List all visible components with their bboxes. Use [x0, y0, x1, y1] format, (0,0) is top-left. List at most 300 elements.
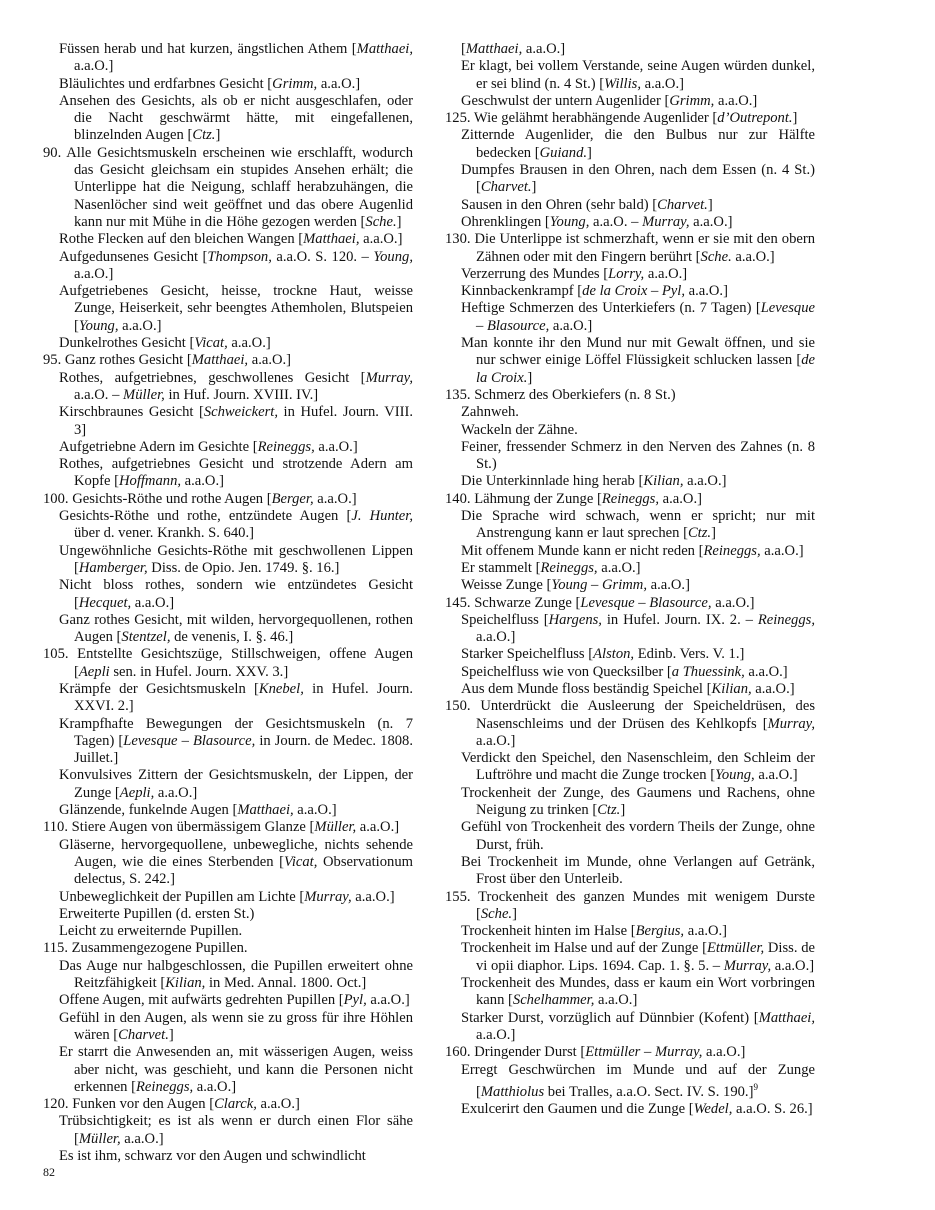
citation-author: de la Croix. [476, 352, 815, 386]
numbered-entry [43, 819, 413, 836]
symptom-entry [445, 854, 815, 889]
entry-text: Heftige Schmerzen des Unterkiefers (n. 7 Tagen) [ [461, 300, 761, 317]
entry-text: a.a.O.] [181, 473, 224, 490]
symptom-entry [445, 1101, 815, 1118]
citation-author: Hoffmann, [118, 473, 182, 490]
entry-text: a.a.O. S. 120. – [271, 248, 374, 265]
symptom-entry [445, 422, 815, 439]
entry-text: 155. Trockenheit des ganzen Mundes mit wenigem Durste [ [445, 888, 815, 922]
entry-text: ] [620, 802, 626, 819]
entry-text: Konvulsives Zittern der Gesichtsmuskeln, der Lippen, der Zunge [ [59, 767, 413, 801]
citation-author: Hamberger, [78, 559, 148, 576]
entry-text: 90. Alle Gesichtsmuskeln erscheinen wie erschlafft, wodurch das Gesicht gleichsam ein stupides Ansehen erhält; die Unterlippe hat die Neigung, schlaff herabzuhängen, die Nasenlöcher sind weit geöffnet und das obere Augenlid kann nur mit Mühe in die Höhe gezogen werden [ [43, 144, 413, 230]
entry-text: de venenis, I. §. 46.] [170, 629, 294, 646]
entry-text: a.a.O.] [313, 490, 357, 507]
symptom-entry [43, 439, 413, 456]
entry-text: bei Tralles, a.a.O. Sect. IV. S. 190.] [544, 1083, 754, 1100]
symptom-entry [445, 1010, 815, 1045]
citation-author: Murray, [365, 369, 413, 386]
citation-author: Young, [715, 767, 755, 784]
citation-author: de la Croix – Pyl, [582, 283, 685, 300]
citation-author: Young, [373, 248, 413, 265]
entry-text: a.a.O.] [641, 75, 684, 92]
entry-text: a.a.O.] [683, 473, 727, 490]
symptom-entry [445, 473, 815, 490]
entry-text: a.a.O.] [744, 663, 788, 680]
citation-author: J. Hunter, [351, 508, 413, 525]
citation-author: Kilian, [165, 975, 206, 992]
citation-author: Sche. [365, 213, 397, 230]
entry-text: Unbeweglichkeit der Pupillen am Lichte [ [59, 888, 305, 905]
entry-text: Starker Speichelfluss [ [461, 646, 594, 663]
symptom-entry [445, 508, 815, 543]
entry-text: a.a.O.] [549, 317, 593, 334]
entry-text: a.a.O.] [359, 231, 403, 248]
citation-author: Hargens, [548, 611, 602, 628]
symptom-entry [43, 1148, 413, 1165]
citation-author: Murray, [767, 715, 815, 732]
symptom-entry [43, 906, 413, 923]
citation-author: Matthaei, [303, 231, 360, 248]
entry-text: a.a.O.] [522, 41, 566, 57]
symptom-entry [445, 785, 815, 820]
symptom-entry [43, 76, 413, 93]
numbered-entry [43, 145, 413, 231]
numbered-entry [445, 110, 815, 127]
entry-text: 135. Schmerz des Oberkiefers (n. 8 St.) [445, 386, 676, 403]
entry-text: a.a.O. S. 26.] [732, 1100, 813, 1117]
entry-text: Trockenheit der Zunge, des Gaumens und Rachens, ohne Neigung zu trinken [ [461, 784, 815, 819]
citation-author: Ctz. [687, 525, 712, 542]
citation-author: Reineggs, [257, 438, 315, 455]
citation-author: Grimm, [272, 75, 318, 92]
citation-author: Wedel, [693, 1100, 733, 1117]
symptom-entry [43, 716, 413, 768]
citation-author: Pyl, [343, 992, 367, 1009]
citation-author: Levesque – Blasource, [123, 732, 256, 749]
citation-author: Matthaei, [237, 802, 294, 819]
symptom-entry [43, 283, 413, 335]
entry-text: Er klagt, bei vollem Verstande, seine Augen würden dunkel, er sei blind (n. 4 St.) [ [461, 58, 815, 92]
entry-text: in Med. Annal. 1800. Oct.] [205, 975, 367, 992]
symptom-entry [445, 664, 815, 681]
entry-text: 140. Lähmung der Zunge [ [445, 490, 602, 507]
symptom-entry [445, 543, 815, 560]
entry-text: a.a.O.] [594, 992, 638, 1009]
entry-text: Krampfhafte Bewegungen der Gesichtsmuskeln (n. 7 Tagen) [ [59, 715, 413, 749]
entry-text: 150. Unterdrückt die Ausleerung der Speicheldrüsen, des Nasenschleims und der Drüsen des Kehlkopfs [ [445, 698, 815, 732]
entry-text: Trockenheit hinten im Halse [ [461, 923, 636, 940]
entry-text: Verzerrung des Mundes [ [461, 265, 609, 282]
entry-text: Observationum delectus, S. 242.] [74, 853, 413, 888]
citation-author: Matthaei, [758, 1009, 815, 1026]
entry-text: Kinnbackenkrampf [ [461, 283, 583, 300]
numbered-entry [43, 646, 413, 681]
entry-text: Bei Trockenheit im Munde, ohne Verlangen auf Getränk, Frost über den Unterleib. [461, 853, 815, 888]
numbered-entry [445, 889, 815, 924]
entry-text: in Hufel. Journ. IX. 2. – [601, 611, 758, 628]
symptom-entry [445, 577, 815, 594]
symptom-entry [43, 612, 413, 647]
citation-author: Ctz. [192, 127, 216, 144]
symptom-entry [43, 577, 413, 612]
entry-text: a.a.O.] [248, 352, 292, 369]
entry-text: a.a.O.] [293, 802, 337, 819]
numbered-entry [445, 491, 815, 508]
entry-text: Wackeln der Zähne. [461, 421, 578, 438]
entry-text: a.a.O.] [476, 732, 516, 749]
citation-author: Müller, [314, 819, 357, 836]
entry-text: [ [461, 41, 466, 57]
entry-text: a.a.O. – [589, 213, 643, 230]
entry-text: a.a.O.] [771, 957, 815, 974]
entry-text: ] [168, 1026, 174, 1043]
entry-text: a.a.O.] [644, 265, 688, 282]
entry-text: Trockenheit des Mundes, dass er kaum ein Wort vorbringen kann [ [461, 975, 815, 1009]
entry-text: a.a.O.] [356, 819, 400, 836]
entry-text: in Hufel. Journ. VIII. 3] [74, 404, 414, 438]
entry-text: ] [512, 905, 517, 922]
entry-text: a.a.O.] [684, 923, 728, 940]
symptom-entry [43, 958, 413, 993]
citation-author: Müller, [123, 386, 165, 403]
symptom-entry [43, 335, 413, 352]
citation-author: Kilian, [643, 473, 684, 490]
citation-author: Levesque – Blasource, [476, 300, 815, 334]
numbered-entry [445, 1044, 815, 1061]
citation-author: Knebel, [258, 680, 304, 697]
entry-text: a.a.O.] [154, 784, 198, 801]
symptom-entry [43, 404, 413, 439]
citation-author: Levesque – Blasource, [580, 594, 712, 611]
entry-text: a.a.O.] [74, 265, 114, 282]
entry-text: a.a.O.] [193, 1078, 237, 1095]
entry-text: a.a.O.] [366, 992, 410, 1009]
citation-author: Vicat, [194, 335, 228, 352]
citation-author: Young – Grimm, [551, 577, 647, 594]
numbered-entry [43, 1096, 413, 1113]
entry-text: Gläserne, hervorgequollene, unbewegliche, nichts sehende Augen, wie die eines Sterbenden [ [59, 836, 413, 870]
citation-author: d’Outrepont. [717, 110, 793, 127]
entry-text: 105. Entstellte Gesichtszüge, Stillschweigen, offene Augen [ [43, 646, 413, 680]
entry-text: Speichelfluss wie von Quecksilber [ [461, 663, 672, 680]
symptom-entry [43, 992, 413, 1009]
entry-text: Speichelfluss [ [461, 611, 549, 628]
citation-author: Hecquet, [78, 594, 132, 611]
citation-author: Young, [78, 317, 119, 334]
citation-author: Charvet. [480, 179, 532, 196]
symptom-entry [445, 560, 815, 577]
symptom-entry [445, 612, 815, 647]
entry-text: Ohrenklingen [ [461, 213, 550, 230]
entry-text: Glänzende, funkelnde Augen [ [59, 802, 238, 819]
symptom-entry [445, 975, 815, 1010]
symptom-entry [43, 249, 413, 284]
numbered-entry [445, 595, 815, 612]
symptom-entry [43, 93, 413, 145]
symptom-entry [445, 1062, 815, 1101]
citation-author: Sche. [700, 248, 732, 265]
citation-author: Matthaei, [356, 41, 413, 57]
citation-author: Young, [549, 213, 590, 230]
entry-text: a.a.O.] [120, 1130, 164, 1147]
entry-text: a.a.O.] [659, 490, 702, 507]
entry-text: a.a.O.] [711, 594, 755, 611]
citation-author: Alston, [593, 646, 635, 663]
entry-text: Die Sprache wird schwach, wenn er spricht; nur mit Anstrengung kann er laut sprechen [ [461, 508, 815, 542]
symptom-entry [43, 370, 413, 405]
entry-text: ] [215, 127, 221, 144]
symptom-entry [43, 1044, 413, 1096]
citation-author: Ctz. [597, 802, 621, 819]
entry-text: a.a.O.] [227, 335, 271, 352]
entry-text: a.a.O.] [702, 1044, 746, 1061]
entry-text: a.a.O. – [74, 386, 124, 403]
citation-author: Thompson, [207, 248, 272, 265]
symptom-entry [445, 404, 815, 421]
footnote-mark: 9 [753, 1081, 758, 1092]
citation-author: Murray, [304, 888, 352, 905]
entry-text: a.a.O.] [256, 1096, 300, 1113]
citation-author: Murray, [723, 957, 772, 974]
entry-text: Starker Durst, vorzüglich auf Dünnbier (Kofent) [ [461, 1009, 759, 1026]
entry-text: ] [396, 213, 402, 230]
entry-text: Er starrt die Anwesenden an, mit wässerigen Augen, weiss aber nicht, was geschieht, und kann die Personen nicht erkennen [ [59, 1044, 413, 1095]
entry-text: Ungewöhnliche Gesichts-Röthe mit geschwollenen Lippen [ [59, 542, 413, 576]
symptom-entry [445, 197, 815, 214]
entry-text: a.a.O.] [476, 1026, 516, 1043]
entry-text: Trübsichtigkeit; es ist als wenn er durch einen Flor sähe [ [59, 1113, 413, 1147]
citation-author: Reineggs, [757, 611, 815, 628]
entry-text: ] [531, 179, 537, 196]
numbered-entry [445, 387, 815, 404]
entry-text: Die Unterkinnlade hing herab [ [461, 473, 644, 490]
entry-text: Erregt Geschwürchen im Munde und auf der Zunge [ [461, 1061, 815, 1100]
entry-text: Leicht zu erweiternde Pupillen. [59, 923, 243, 940]
entry-text: Rothe Flecken auf den bleichen Wangen [ [59, 231, 304, 248]
entry-text: ] [587, 144, 592, 161]
symptom-entry [445, 681, 815, 698]
symptom-entry [445, 58, 815, 93]
symptom-entry [445, 93, 815, 110]
symptom-entry [445, 127, 815, 162]
citation-author: Matthaei, [465, 41, 523, 57]
citation-author: Clarck, [214, 1096, 257, 1113]
entry-text: a.a.O.] [351, 888, 395, 905]
citation-author: Charvet. [118, 1026, 169, 1043]
symptom-entry [445, 646, 815, 663]
entry-text: a.a.O.] [597, 559, 641, 576]
entry-text: Gesichts-Röthe und rothe, entzündete Augen [ [59, 508, 352, 525]
entry-text: in Huf. Journ. XVIII. IV.] [164, 386, 319, 403]
entry-text: 95. Ganz rothes Gesicht [ [43, 352, 192, 369]
entry-text: in Hufel. Journ. XXVI. 2.] [74, 680, 413, 715]
entry-text: 110. Stiere Augen von übermässigem Glanze [ [43, 819, 315, 836]
citation-author: Matthaei, [191, 352, 249, 369]
entry-text: Nicht bloss rothes, sondern wie entzündetes Gesicht [ [59, 577, 413, 611]
citation-author: Vicat, [284, 853, 318, 870]
entry-text: Aus dem Munde floss beständig Speichel [ [461, 680, 712, 697]
entry-text: a.a.O.] [476, 629, 516, 646]
citation-author: Charvet. [657, 196, 708, 213]
entry-text: Bläulichtes und erdfarbnes Gesicht [ [59, 75, 273, 92]
entry-text: Kirschbraunes Gesicht [ [59, 404, 204, 421]
entry-text: Edinb. Vers. V. 1.] [634, 646, 745, 663]
symptom-entry [43, 889, 413, 906]
symptom-entry [445, 41, 815, 58]
entry-text: a.a.O.] [317, 75, 361, 92]
citation-author: Schelhammer, [512, 992, 595, 1009]
entry-text: Ganz rothes Gesicht, mit wilden, hervorgequollenen, rothen Augen [ [59, 611, 413, 646]
entry-text: Man konnte ihr den Mund nur mit Gewalt öffnen, und sie nur schwer einige Löffel Flüssigkeit schlucken lassen [ [461, 335, 815, 369]
entry-text: Das Auge nur halbgeschlossen, die Pupillen erweitert ohne Reitzfähigkeit [ [59, 957, 413, 992]
symptom-entry [445, 266, 815, 283]
entry-text: Rothes, aufgetriebnes Gesicht und strotzende Adern am Kopfe [ [59, 456, 413, 490]
entry-text: Füssen herab und hat kurzen, ängstlichen Athem [ [59, 41, 357, 57]
entry-text: 100. Gesichts-Röthe und rothe Augen [ [43, 490, 272, 507]
entry-text: Diss. de Opio. Jen. 1749. §. 16.] [147, 559, 340, 576]
symptom-entry [43, 456, 413, 491]
entry-text: Weisse Zunge [ [461, 577, 552, 594]
entry-text: a.a.O.] [118, 317, 162, 334]
numbered-entry [445, 231, 815, 266]
citation-author: Aepli [78, 663, 110, 680]
symptom-entry [43, 1113, 413, 1148]
entry-text: ] [527, 369, 533, 386]
symptom-entry [445, 750, 815, 785]
entry-text: Krämpfe der Gesichtsmuskeln [ [59, 680, 259, 697]
entry-text: a.a.O.] [689, 213, 733, 230]
symptom-entry [43, 767, 413, 802]
entry-text: 120. Funken vor den Augen [ [43, 1096, 215, 1113]
citation-author: Berger, [271, 490, 314, 507]
entry-text: 115. Zusammengezogene Pupillen. [43, 940, 248, 957]
citation-author: Kilian, [711, 680, 752, 697]
citation-author: Reineggs, [136, 1078, 194, 1095]
citation-author: Grimm, [669, 92, 715, 109]
entry-text: Offene Augen, mit aufwärts gedrehten Pupillen [ [59, 992, 344, 1009]
entry-text: Aufgetriebenes Gesicht, heisse, trockne Haut, weisse Zunge, Heiserkeit, sehr beengtes Athemholen, Blutspeien [ [59, 283, 413, 334]
symptom-entry [43, 41, 413, 76]
entry-text: Exulcerirt den Gaumen und die Zunge [ [461, 1100, 694, 1117]
symptom-entry [445, 940, 815, 975]
entry-text: Mit offenem Munde kann er nicht reden [ [461, 542, 704, 559]
citation-author: Aepli, [119, 784, 155, 801]
citation-author: Reineggs, [540, 559, 598, 576]
citation-author: Reineggs, [703, 542, 761, 559]
symptom-entry [445, 214, 815, 231]
entry-text: 125. Wie gelähmt herabhängende Augenlider [ [445, 110, 718, 127]
entry-text: Sausen in den Ohren (sehr bald) [ [461, 196, 658, 213]
citation-author: Reineggs, [601, 490, 659, 507]
entry-text: a.a.O.] [684, 283, 728, 300]
citation-author: Murray, [642, 213, 690, 230]
entry-text: Geschwulst der untern Augenlider [ [461, 92, 670, 109]
entry-text: Feiner, fressender Schmerz in den Nerven des Zahnes (n. 8 St.) [461, 438, 815, 473]
symptom-entry [43, 802, 413, 819]
entry-text: a.a.O.] [714, 92, 758, 109]
left-column [43, 41, 413, 1165]
numbered-entry [43, 940, 413, 957]
entry-text: 130. Die Unterlippe ist schmerzhaft, wenn er sie mit den obern Zähnen oder mit den Fingern berührt [ [445, 231, 815, 265]
symptom-entry [445, 283, 815, 300]
symptom-entry [43, 543, 413, 578]
numbered-entry [43, 491, 413, 508]
entry-text: Zitternde Augenlider, die den Bulbus nur zur Hälfte bedecken [ [461, 127, 815, 161]
entry-text: Diss. de vi opii diaphor. Lips. 1694. Cap. 1. §. 5. – [476, 940, 815, 974]
entry-text: Gefühl von Trockenheit des vordern Theils der Zunge, ohne Durst, früh. [461, 819, 815, 853]
citation-author: Stentzel, [121, 629, 171, 646]
citation-author: Ettmüller – Murray, [585, 1044, 703, 1061]
entry-text: Verdickt den Speichel, den Nasenschleim, den Schleim der Luftröhre und macht die Zunge trocken [ [461, 750, 815, 784]
entry-text: ] [792, 110, 798, 127]
entry-text: a.a.O.] [751, 680, 795, 697]
entry-text: 160. Dringender Durst [ [445, 1044, 586, 1061]
entry-text: a.a.O.] [131, 594, 175, 611]
entry-text: ] [711, 525, 716, 542]
entry-text: in Journ. de Medec. 1808. Juillet.] [74, 732, 413, 767]
citation-author: Guiand. [539, 144, 588, 161]
entry-text: Aufgetriebne Adern im Gesichte [ [59, 438, 258, 455]
citation-author: Willis, [604, 75, 641, 92]
symptom-entry [445, 923, 815, 940]
entry-text: sen. in Hufel. Journ. XXV. 3.] [109, 663, 289, 680]
entry-text: Aufgedunsenes Gesicht [ [59, 248, 208, 265]
numbered-entry [43, 352, 413, 369]
symptom-entry [445, 300, 815, 335]
entry-text: Dunkelrothes Gesicht [ [59, 335, 195, 352]
entry-text: Er stammelt [ [461, 559, 541, 576]
entry-text: a.a.O.] [760, 542, 804, 559]
symptom-entry [445, 335, 815, 387]
entry-text: Es ist ihm, schwarz vor den Augen und schwindlicht [59, 1148, 366, 1164]
symptom-entry [43, 1010, 413, 1045]
entry-text: ] [707, 196, 713, 213]
entry-text: Erweiterte Pupillen (d. ersten St.) [59, 905, 255, 922]
entry-text: Gefühl in den Augen, als wenn sie zu gross für ihre Höhlen wären [ [59, 1009, 413, 1043]
entry-text: über d. vener. Krankh. S. 640.] [74, 525, 254, 542]
right-column [445, 41, 815, 1118]
entry-text: Dumpfes Brausen in den Ohren, nach dem Essen (n. 4 St.) [ [461, 162, 815, 196]
entry-text: 145. Schwarze Zunge [ [445, 594, 581, 611]
entry-text: a.a.O.] [74, 58, 114, 75]
symptom-entry [445, 819, 815, 854]
numbered-entry [445, 698, 815, 750]
symptom-entry [445, 439, 815, 474]
symptom-entry [43, 231, 413, 248]
symptom-entry [445, 162, 815, 197]
entry-text: a.a.O.] [646, 577, 690, 594]
citation-author: Ettmüller, [707, 940, 765, 957]
symptom-entry [43, 681, 413, 716]
entry-text: Rothes, aufgetriebnes, geschwollenes Gesicht [ [59, 369, 366, 386]
citation-author: Lorry, [608, 265, 645, 282]
entry-text: Trockenheit im Halse und auf der Zunge [ [461, 940, 707, 957]
entry-text: a.a.O.] [314, 438, 358, 455]
entry-text: a.a.O.] [754, 767, 798, 784]
entry-text: Ansehen des Gesichts, als ob er nicht ausgeschlafen, oder die Nacht geschwärmt hätte, mit eingefallenen, blinzelnden Augen [ [59, 92, 413, 144]
entry-text: Zahnweh. [461, 404, 519, 421]
citation-author: Matthiolus [480, 1083, 545, 1100]
page-number: 82 [43, 1165, 55, 1179]
symptom-entry [43, 508, 413, 543]
citation-author: Müller, [78, 1130, 121, 1147]
citation-author: Bergius, [635, 923, 685, 940]
entry-text: a.a.O.] [731, 248, 775, 265]
symptom-entry [43, 923, 413, 940]
symptom-entry [43, 837, 413, 889]
citation-author: Sche. [480, 905, 513, 922]
